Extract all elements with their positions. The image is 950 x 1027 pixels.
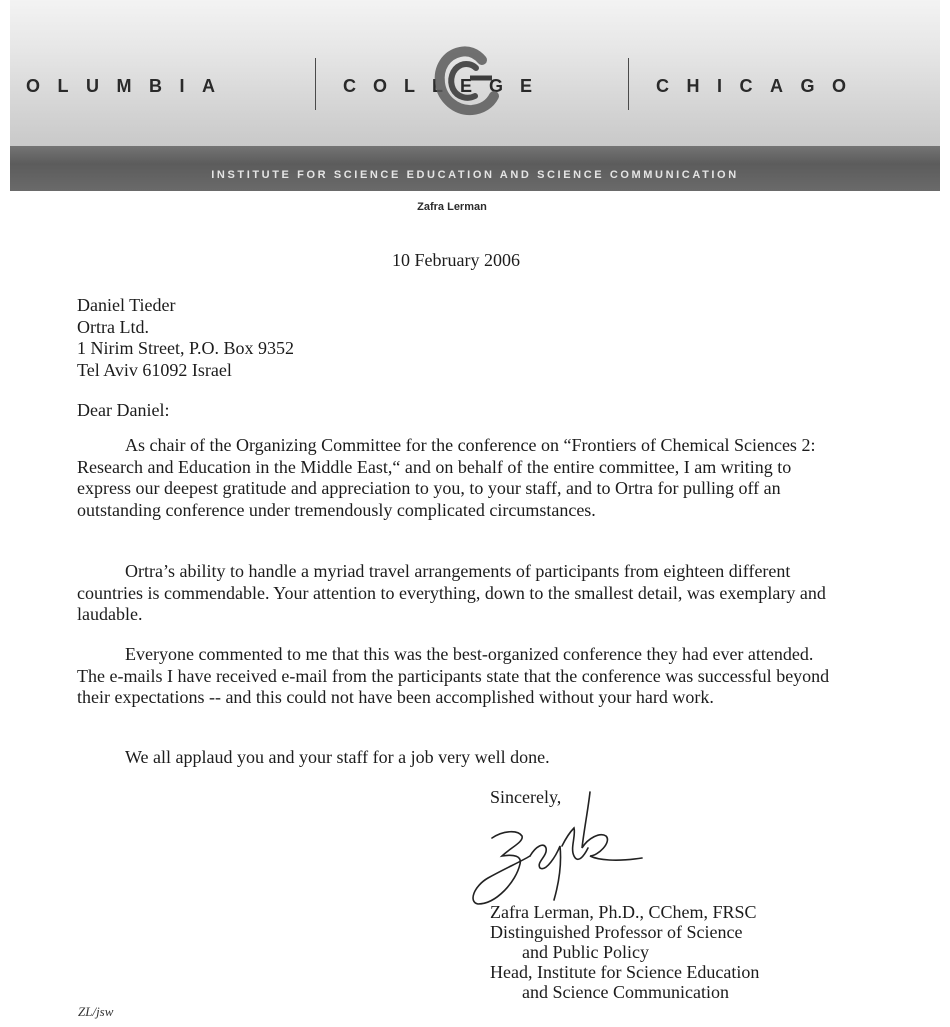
- college-logo-icon: [430, 44, 504, 120]
- handwritten-signature: [466, 786, 656, 916]
- reference-initials: ZL/jsw: [78, 1004, 114, 1019]
- recipient-name: Daniel Tieder: [77, 295, 176, 315]
- recipient-company: Ortra Ltd.: [77, 316, 149, 337]
- recipient-city: Tel Aviv 61092 Israel: [77, 359, 232, 380]
- signatory-title-2-continued: and Science Communication: [522, 982, 729, 1002]
- paragraph-3: Everyone commented to me that this was the best-organized conference they had ever attended. The e-mails I have received e-mail from the participants state that the conference was successful beyond their expectations -- and this could not have been accomplished without your hard work.: [77, 644, 830, 707]
- letterhead-word-columbia: OLUMBIA: [26, 76, 233, 96]
- signature-block: [490, 902, 759, 1002]
- signatory-name: Zafra Lerman, Ph.D., CChem, FRSC: [490, 902, 757, 922]
- recipient-street: 1 Nirim Street, P.O. Box 9352: [77, 338, 295, 358]
- signatory-title-2: Head, Institute for Science Education: [490, 962, 760, 982]
- paragraph-4: We all applaud you and your staff for a job very well done.: [125, 747, 550, 767]
- signatory-title-1: Distinguished Professor of Science: [490, 922, 743, 942]
- letterhead-word-college: COLLEGE: [343, 76, 550, 96]
- letterhead-divider: [628, 58, 629, 110]
- signatory-title-1-continued: and Public Policy: [522, 942, 649, 962]
- letterhead-person-name: Zafra Lerman: [417, 201, 487, 213]
- closing: Sincerely,: [490, 787, 562, 807]
- paragraph-2: Ortra’s ability to handle a myriad travel arrangements of participants from eighteen different countries is commendable. Your attention to everything, down to the smallest detail, was exemplary and laudable.: [77, 561, 826, 624]
- institute-name: INSTITUTE FOR SCIENCE EDUCATION AND SCIENCE COMMUNICATION: [211, 169, 739, 181]
- letterhead-word-chicago: CHICAGO: [656, 76, 864, 96]
- recipient-address: [77, 295, 294, 381]
- paragraph-1: As chair of the Organizing Committee for the conference on “Frontiers of Chemical Sciences 2: Research and Education in the Middle East,“ and on behalf of the entire committee, I am writing to express our deepest gratitude and appreciation to you, to your staff, and to Ortra for pulling off an outstanding conference under tremendously complicated circumstances.: [77, 435, 816, 520]
- letterhead-band: [10, 146, 940, 191]
- letterhead-divider: [315, 58, 316, 110]
- letter-date: 10 February 2006: [392, 250, 520, 270]
- salutation: Dear Daniel:: [77, 400, 170, 420]
